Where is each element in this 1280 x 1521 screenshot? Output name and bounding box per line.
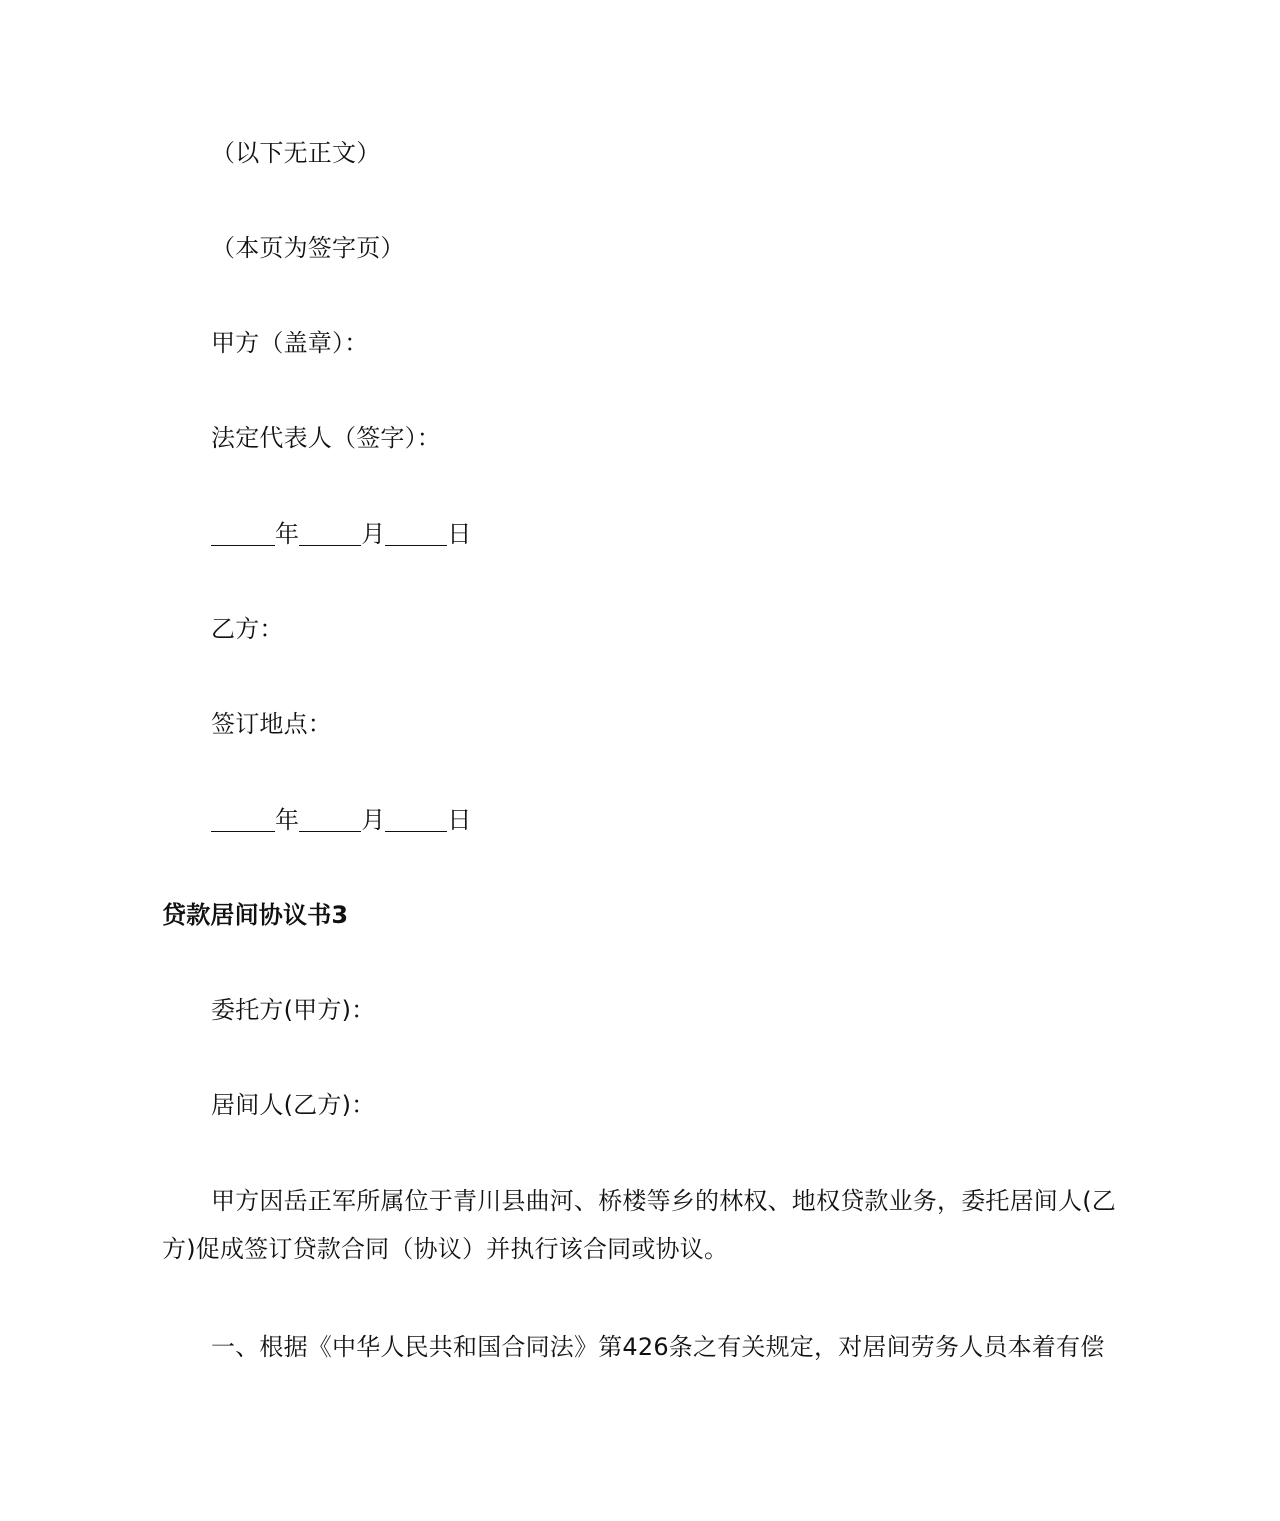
year-blank [211,521,275,546]
year-blank [211,807,275,832]
legal-representative-label: 法定代表人（签字）： [211,424,441,452]
day-blank [385,521,447,546]
date-line-1 [211,518,472,550]
day-blank [385,807,447,832]
month-blank [299,807,361,832]
paragraph-commission: 甲方因岳正军所属位于青川县曲河、桥楼等乡的林权、地权贷款业务，委托居间人(乙方)促成签订贷款合同（协议）并执行该合同或协议。 [162,1187,1116,1263]
date-line-2 [211,804,472,836]
party-b-label: 乙方： [211,615,284,643]
month-label: 月 [361,806,386,834]
month-label: 月 [361,520,386,548]
day-label: 日 [447,806,472,834]
year-label: 年 [275,520,300,548]
sign-place-label: 签订地点： [211,710,332,738]
signature-page-note: （本页为签字页） [211,234,405,262]
paragraph-article-one: 一、根据《中华人民共和国合同法》第426条之有关规定，对居间劳务人员本着有偿 [211,1333,1105,1361]
section-title: 贷款居间协议书3 [162,901,349,929]
principal-label: 委托方(甲方)： [211,996,376,1024]
no-more-text-note: （以下无正文） [211,139,381,167]
year-label: 年 [275,806,300,834]
party-a-seal-label: 甲方（盖章）： [211,329,369,357]
intermediary-label: 居间人(乙方)： [211,1091,376,1119]
day-label: 日 [447,520,472,548]
month-blank [299,521,361,546]
